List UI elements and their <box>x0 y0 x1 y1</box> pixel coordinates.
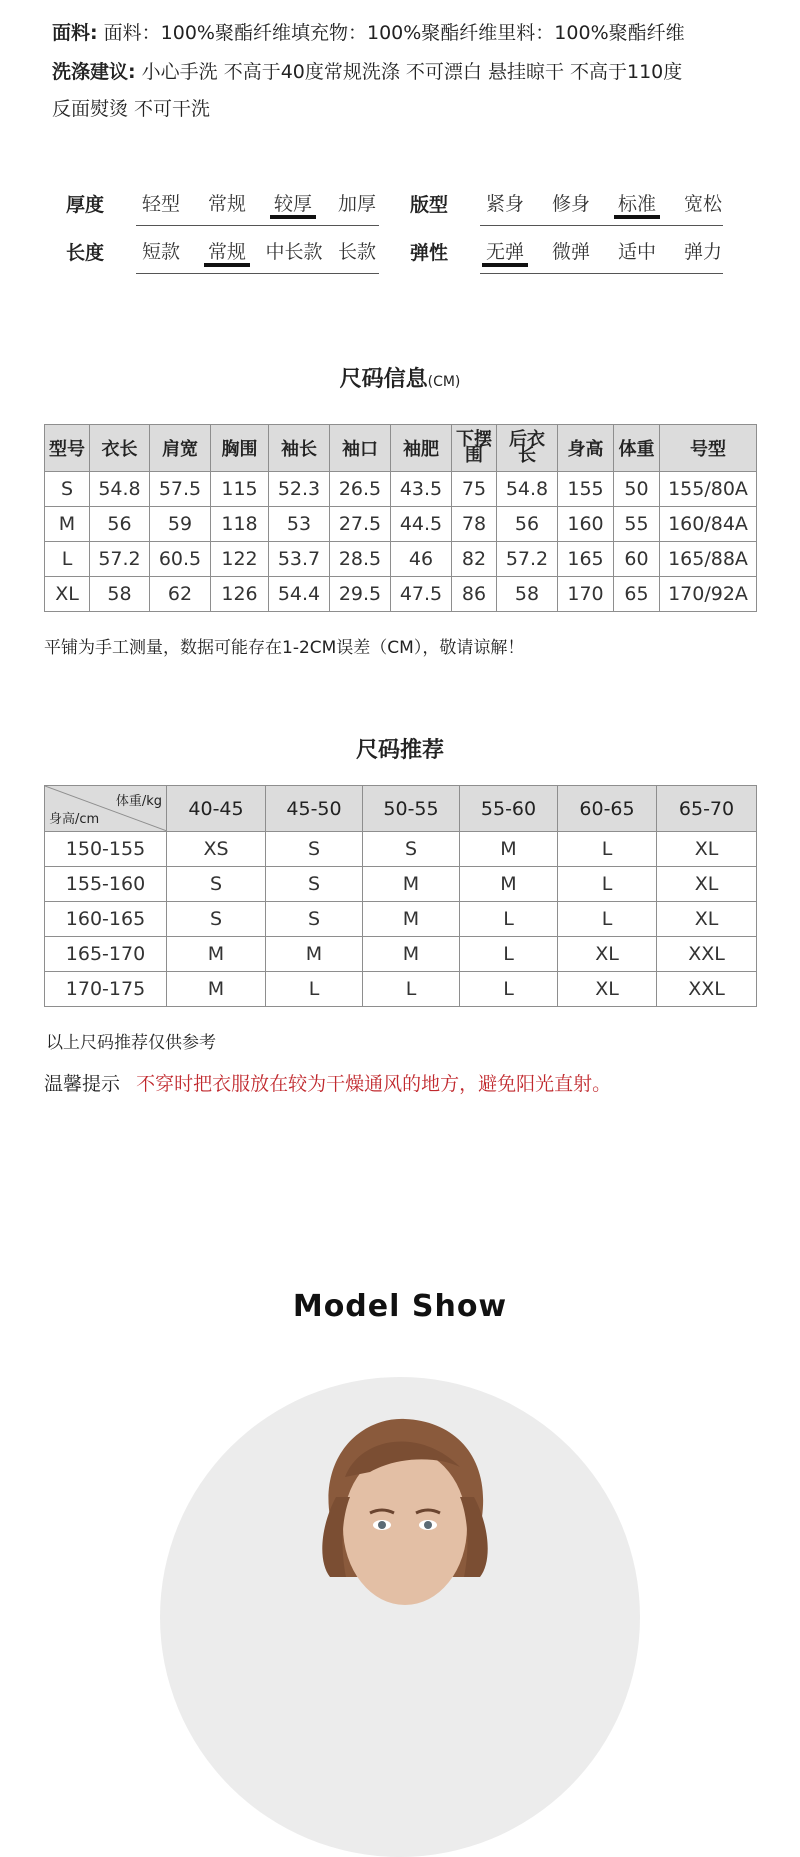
table-cell: 57.2 <box>90 542 150 577</box>
height-range-cell: 155-160 <box>45 867 167 902</box>
table-cell: 50 <box>614 472 660 507</box>
wash-value-2: 反面熨烫 不可干洗 <box>52 98 211 120</box>
corner-weight-label: 体重/kg <box>115 794 162 809</box>
size-cell: S <box>266 832 363 867</box>
table-cell: 115 <box>211 472 269 507</box>
size-rec-table <box>44 785 757 1007</box>
attr-elasticity-label: 弹性 <box>410 242 449 264</box>
attr-fit-options <box>480 189 723 226</box>
attr-option: 适中 <box>617 241 656 263</box>
size-cell: XXL <box>657 972 757 1007</box>
size-info-note: 平铺为手工测量，数据可能存在1-2CM误差（CM），敬请谅解！ <box>44 638 525 658</box>
attr-option: 弹力 <box>683 241 722 263</box>
table-cell: 57.5 <box>150 472 211 507</box>
attr-option: 加厚 <box>337 193 376 215</box>
size-cell: L <box>558 867 657 902</box>
size-info-table <box>44 424 757 612</box>
size-cell: M <box>460 832 558 867</box>
table-cell: 47.5 <box>391 577 452 612</box>
table-cell: 57.2 <box>497 542 558 577</box>
table-header-cell: 袖口 <box>330 425 391 472</box>
model-portrait-image <box>160 1377 640 1857</box>
table-cell: 54.8 <box>497 472 558 507</box>
table-header-cell: 肩宽 <box>150 425 211 472</box>
wash-colon: : <box>128 61 136 83</box>
size-rec-note: 以上尺码推荐仅供参考 <box>46 1033 216 1053</box>
size-cell: L <box>460 937 558 972</box>
attr-thickness-label: 厚度 <box>66 194 105 216</box>
size-cell: XL <box>657 867 757 902</box>
table-cell: 26.5 <box>330 472 391 507</box>
attr-option-selected: 无弹 <box>482 237 528 264</box>
size-cell: S <box>266 867 363 902</box>
attr-option: 中长款 <box>265 241 323 263</box>
table-header-cell <box>497 425 558 472</box>
care-tip-label: 温馨提示 <box>44 1073 121 1095</box>
table-row <box>45 472 757 507</box>
attr-option: 短款 <box>141 241 180 263</box>
model-show-title: Model Show <box>292 1289 508 1324</box>
table-row <box>45 902 757 937</box>
care-tip <box>44 1069 611 1096</box>
height-range-cell: 170-175 <box>45 972 167 1007</box>
size-cell: L <box>558 832 657 867</box>
size-rec-body <box>45 832 757 1007</box>
table-header-cell: 胸围 <box>211 425 269 472</box>
fabric-value: 面料：100%聚酯纤维填充物：100%聚酯纤维里料：100%聚酯纤维 <box>103 22 685 44</box>
attr-length-label: 长度 <box>66 242 105 264</box>
table-cell: 28.5 <box>330 542 391 577</box>
size-cell: M <box>363 902 460 937</box>
table-cell: 27.5 <box>330 507 391 542</box>
table-cell: 53 <box>269 507 330 542</box>
wash-value: 小心手洗 不高于40度常规洗涤 不可漂白 悬挂晾干 不高于110度 <box>141 61 683 83</box>
table-cell: XL <box>45 577 90 612</box>
table-row <box>45 507 757 542</box>
size-cell: M <box>460 867 558 902</box>
wash-line <box>52 57 682 84</box>
table-cell: 44.5 <box>391 507 452 542</box>
attr-length-options <box>136 237 379 274</box>
size-cell: XS <box>167 832 266 867</box>
table-cell: L <box>45 542 90 577</box>
size-cell: XL <box>558 972 657 1007</box>
size-info-unit: (CM) <box>427 374 461 390</box>
table-row <box>45 972 757 1007</box>
table-header-cell: 60-65 <box>558 786 657 832</box>
table-cell: M <box>45 507 90 542</box>
table-header-cell <box>452 425 497 472</box>
table-cell: 75 <box>452 472 497 507</box>
corner-height-label: 身高/cm <box>49 812 100 827</box>
attr-option-selected: 常规 <box>204 237 250 264</box>
care-tip-text: 不穿时把衣服放在较为干燥通风的地方，避免阳光直射。 <box>136 1073 612 1095</box>
attr-elasticity-options <box>480 237 723 274</box>
table-row <box>45 577 757 612</box>
size-info-title-text: 尺码信息 <box>339 367 428 392</box>
attr-option-selected: 较厚 <box>270 189 316 216</box>
table-cell: 82 <box>452 542 497 577</box>
attr-option: 微弹 <box>551 241 590 263</box>
size-info-body <box>45 472 757 612</box>
table-cell: 54.8 <box>90 472 150 507</box>
table-cell: 59 <box>150 507 211 542</box>
size-cell: L <box>558 902 657 937</box>
table-header-cell: 身高 <box>558 425 614 472</box>
size-info-title <box>0 362 800 393</box>
model-photo <box>160 1377 640 1857</box>
table-cell: 86 <box>452 577 497 612</box>
fabric-colon: : <box>90 22 98 44</box>
attr-option: 紧身 <box>485 193 524 215</box>
table-header-cell: 50-55 <box>363 786 460 832</box>
table-cell: 58 <box>90 577 150 612</box>
table-cell: 122 <box>211 542 269 577</box>
table-cell: 155 <box>558 472 614 507</box>
table-header-cell: 40-45 <box>167 786 266 832</box>
corner-header-cell <box>45 786 167 832</box>
table-header-cell: 号型 <box>660 425 757 472</box>
table-cell: 55 <box>614 507 660 542</box>
attr-option: 常规 <box>207 193 246 215</box>
table-cell: 56 <box>497 507 558 542</box>
table-cell: 29.5 <box>330 577 391 612</box>
table-row <box>45 937 757 972</box>
table-header-cell: 袖肥 <box>391 425 452 472</box>
table-cell: 160/84A <box>660 507 757 542</box>
size-cell: L <box>460 902 558 937</box>
table-cell: 62 <box>150 577 211 612</box>
table-row <box>45 867 757 902</box>
height-range-cell: 150-155 <box>45 832 167 867</box>
table-cell: S <box>45 472 90 507</box>
size-cell: XL <box>558 937 657 972</box>
table-cell: 155/80A <box>660 472 757 507</box>
size-cell: M <box>266 937 363 972</box>
size-cell: S <box>167 867 266 902</box>
table-cell: 54.4 <box>269 577 330 612</box>
header-back-length-text: 后衣长 <box>509 429 545 466</box>
wash-line-2 <box>52 94 210 121</box>
table-header-cell: 衣长 <box>90 425 150 472</box>
attr-option: 修身 <box>551 193 590 215</box>
table-cell: 78 <box>452 507 497 542</box>
table-header-cell: 45-50 <box>266 786 363 832</box>
table-header-cell: 55-60 <box>460 786 558 832</box>
table-cell: 52.3 <box>269 472 330 507</box>
table-header-cell: 65-70 <box>657 786 757 832</box>
attr-option: 宽松 <box>683 193 722 215</box>
table-cell: 60.5 <box>150 542 211 577</box>
table-cell: 170 <box>558 577 614 612</box>
size-cell: XXL <box>657 937 757 972</box>
table-cell: 65 <box>614 577 660 612</box>
attr-option: 轻型 <box>141 193 180 215</box>
size-cell: XL <box>657 832 757 867</box>
size-cell: S <box>167 902 266 937</box>
attr-option-selected: 标准 <box>614 189 660 216</box>
size-cell: M <box>167 937 266 972</box>
table-cell: 160 <box>558 507 614 542</box>
attr-option: 长款 <box>337 241 376 263</box>
size-cell: L <box>460 972 558 1007</box>
table-header-row <box>45 425 757 472</box>
size-cell: L <box>363 972 460 1007</box>
table-cell: 170/92A <box>660 577 757 612</box>
size-rec-title: 尺码推荐 <box>355 738 444 763</box>
fabric-line <box>52 18 685 45</box>
table-header-row <box>45 786 757 832</box>
fabric-label: 面料 <box>52 22 91 44</box>
attr-thickness-options <box>136 189 379 226</box>
size-cell: S <box>266 902 363 937</box>
table-cell: 43.5 <box>391 472 452 507</box>
size-cell: S <box>363 832 460 867</box>
table-cell: 56 <box>90 507 150 542</box>
header-hem-text: 下摆围 <box>456 429 492 466</box>
table-cell: 165 <box>558 542 614 577</box>
table-header-cell: 型号 <box>45 425 90 472</box>
table-header-cell: 体重 <box>614 425 660 472</box>
table-cell: 53.7 <box>269 542 330 577</box>
attr-fit-label: 版型 <box>410 194 449 216</box>
size-cell: M <box>167 972 266 1007</box>
table-cell: 60 <box>614 542 660 577</box>
wash-label: 洗涤建议 <box>52 61 129 83</box>
table-row <box>45 832 757 867</box>
table-cell: 58 <box>497 577 558 612</box>
table-header-cell: 袖长 <box>269 425 330 472</box>
height-range-cell: 160-165 <box>45 902 167 937</box>
size-cell: XL <box>657 902 757 937</box>
table-cell: 126 <box>211 577 269 612</box>
size-cell: M <box>363 867 460 902</box>
table-cell: 165/88A <box>660 542 757 577</box>
size-cell: L <box>266 972 363 1007</box>
size-cell: M <box>363 937 460 972</box>
table-cell: 46 <box>391 542 452 577</box>
table-cell: 118 <box>211 507 269 542</box>
height-range-cell: 165-170 <box>45 937 167 972</box>
table-row <box>45 542 757 577</box>
